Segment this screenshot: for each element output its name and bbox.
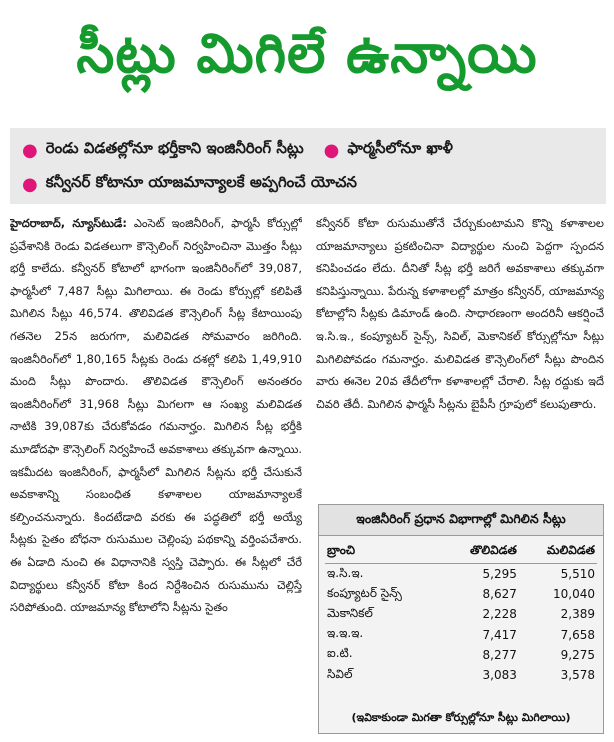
article-column-left <box>10 212 302 740</box>
subhead-line-1 <box>22 134 453 166</box>
seats-table <box>325 539 597 685</box>
first-phase-cell: 5,295 <box>482 567 517 582</box>
subhead-2: కన్వీనర్ కోటానూ యాజమాన్యాలకే అప్పగించే యోచన <box>45 173 357 191</box>
table-row <box>325 604 597 624</box>
bullet-icon: ● <box>323 139 340 161</box>
branch-cell: మెకానికల్ <box>327 605 373 620</box>
subhead-line-2 <box>22 168 357 200</box>
subhead-1a: రెండు విడతల్లోనూ భర్తీకాని ఇంజినీరింగ్ సీట్లు <box>45 139 304 157</box>
first-phase-cell: 7,417 <box>482 627 517 642</box>
second-phase-cell: 10,040 <box>553 587 595 602</box>
headline: సీట్లు మిగిలే ఉన్నాయి <box>76 21 538 85</box>
table-header-row <box>325 539 597 564</box>
branch-cell: సివిల్ <box>327 666 353 681</box>
subhead-box <box>10 128 606 204</box>
first-phase-cell: 3,083 <box>482 668 517 683</box>
table-row <box>325 564 597 585</box>
first-phase-cell: 8,277 <box>482 647 517 662</box>
header-second-phase: మలివిడత <box>519 539 597 564</box>
bullet-icon: ● <box>22 139 38 161</box>
table-title: ఇంజినీరింగ్ ప్రధాన విభాగాల్లో మిగిలిన సీట్లు <box>319 505 603 536</box>
branch-cell: ఐ.టి. <box>327 646 353 661</box>
header-branch: బ్రాంచి <box>325 539 443 564</box>
second-phase-cell: 2,389 <box>560 607 595 622</box>
article-body-right: కన్వీనర్ కోటా రుసుముతోనే చేర్చుకుంటామని కొన్ని కళాశాలల యాజమాన్యాలు ప్రకటించినా విద్యార్థుల నుంచి పెద్దగా స్పందన కనిపించడం లేదు. దీనితో సీట్ల భర్తీ జరిగే అవకాశాలు తక్కువగా కనిపిస్తున్నాయి. పేరున్న కళాశాలల్లో మాత్రం కన్వీనర్, యాజమాన్య కోటాల్లోని సీట్లకు డిమాండ్ ఉంది. సాధారణంగా అందరినీ ఆకర్షించే ఇ.సి.ఇ., కంప్యూటర్ సైన్స్, సివిల్, మెకానికల్ కోర్సుల్లోనూ సీట్లు మిగిలిపోవడం గమనార్హం. మలివిడత కౌన్సెలింగ్‌లో సీట్లు పొందిన వారు ఈనెల 20వ తేదీలోగా కళాశాలల్లో చేరాలి. సీట్ల రద్దుకు ఇదే చివరి తేదీ. మిగిలిన ఫార్మసీ సీట్లను బైపీసీ గ్రూపులో కలుపుతారు. <box>316 216 604 411</box>
branch-cell: ఇ.సి.ఇ. <box>327 565 364 580</box>
first-phase-cell: 2,228 <box>482 607 517 622</box>
table-row <box>325 665 597 685</box>
second-phase-cell: 3,578 <box>560 668 595 683</box>
article-body-left: ఎంసెట్ ఇంజినీరింగ్, ఫార్మసీ కోర్సుల్లో ప్రవేశానికి రెండు విడతలుగా కౌన్సెలింగ్ నిర్వహించినా మొత్తం సీట్లు భర్తీ కాలేదు. కన్వీనర్ కోటాలో భాగంగా ఇంజినీరింగ్‌లో 39,087, ఫార్మసీలో 7,487 సీట్లు మిగిలాయి. ఈ రెండు కోర్సుల్లో కలిపితే మిగిలిన సీట్లు 46,574. తొలివిడత కౌన్సెలింగ్ సీట్ల కేటాయింపు గతనెల 25న జరుగగా, మలివిడత సోమవారం జరిగింది. ఇంజినీరింగ్‌లో 1,80,165 సీట్లకు రెండు దశల్లో కలిపి 1,49,910 మంది సీట్లు పొందారు. తొలివిడత కౌన్సెలింగ్ అనంతరం ఇంజినీరింగ్‌లో 31,968 సీట్లు మిగలగా ఆ సంఖ్య మలివిడత నాటికి 39,087కు చేరుకోవడం గమనార్హం. మిగిలిన సీట్ల భర్తీకి మూడోదఫా కౌన్సెలింగ్ నిర్వహించే అవకాశాలు తక్కువగా ఉన్నాయి. ఇకమీదట ఇంజినీరింగ్, ఫార్మసీలో మిగిలిన సీట్లను భర్తీ చేసుకునే అవకాశాన్ని సంబంధిత కళాశాలల యాజమాన్యాలకే కల్పించనున్నారు. కిందటేడాది వరకు ఈ పద్ధతిలో భర్తీ అయ్యే సీట్లకు సైతం బోధనా రుసుముల చెల్లింపు పథకాన్ని వర్తింపచేశారు. ఈ ఏడాది నుంచి ఈ విధానానికి స్వస్తి చెప్పారు. ఈ సీట్లలో చేరే విద్యార్థులు కన్వీనర్ కోటా కింద నిర్దేశించిన రుసుమును చెల్లిస్తే సరిపోతుంది. యాజమాన్య కోటాలోని సీట్లను సైతం <box>10 216 302 615</box>
branch-cell: ఇ.ఇ.ఇ. <box>327 626 364 641</box>
subhead-1b: ఫార్మసీలోనూ ఖాళీ <box>347 139 453 157</box>
second-phase-cell: 9,275 <box>560 647 595 662</box>
table-note: (ఇవికాకుండా మిగతా కోర్సుల్లోనూ సీట్లు మిగిలాయి) <box>351 711 571 724</box>
second-phase-cell: 5,510 <box>560 567 595 582</box>
article-column-right <box>316 212 604 496</box>
dateline: హైదరాబాద్, న్యూస్‌టుడే: <box>10 216 127 230</box>
table-row <box>325 645 597 665</box>
header-first-phase: తొలివిడత <box>443 539 519 564</box>
table-row <box>325 625 597 645</box>
first-phase-cell: 8,627 <box>482 587 517 602</box>
second-phase-cell: 7,658 <box>560 627 595 642</box>
bullet-icon: ● <box>22 173 38 195</box>
seats-table-box <box>318 504 604 734</box>
table-row <box>325 584 597 604</box>
branch-cell: కంప్యూటర్ సైన్స్ <box>327 585 402 600</box>
